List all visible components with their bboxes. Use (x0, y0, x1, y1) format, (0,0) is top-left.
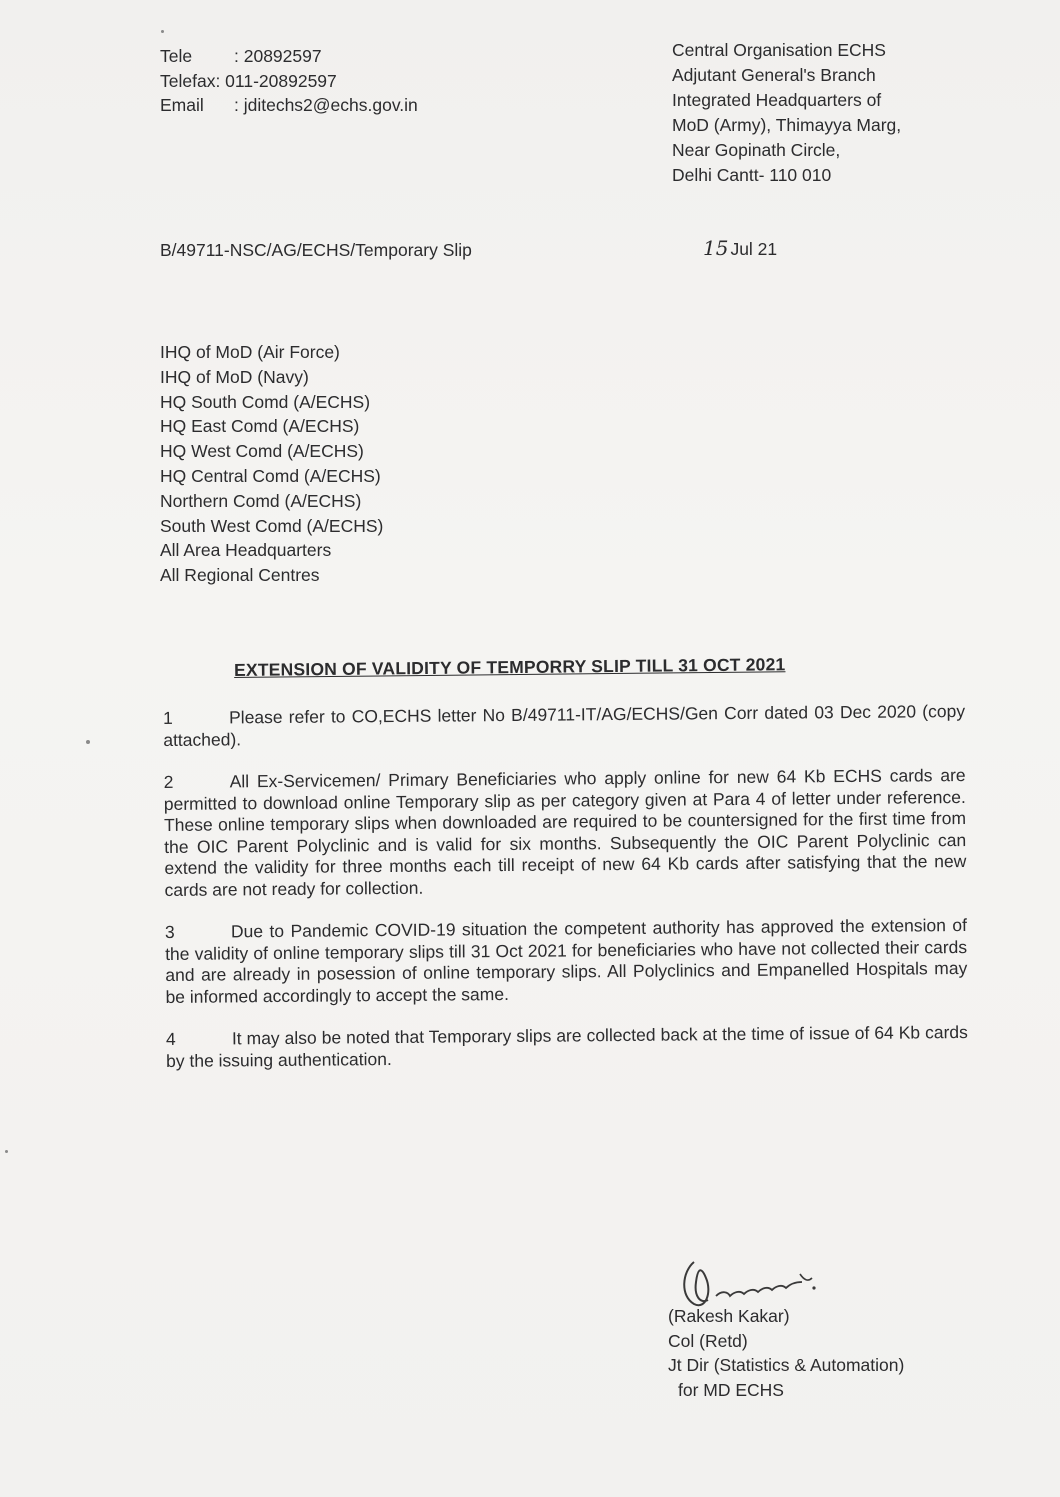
recipient-item: HQ Central Comd (A/ECHS) (160, 465, 381, 486)
paragraph-number: 2 (163, 771, 174, 792)
date-day-handwritten: 15 (703, 236, 729, 260)
address-line: Integrated Headquarters of (672, 90, 882, 110)
signatory-designation: Jt Dir (Statistics & Automation) (668, 1355, 905, 1375)
paragraph-1 (163, 701, 965, 751)
paragraph-2 (164, 765, 967, 901)
paragraph-number: 1 (163, 707, 173, 728)
sender-address (672, 38, 901, 188)
address-line: Central Organisation ECHS (672, 40, 886, 60)
subject-heading: EXTENSION OF VALIDITY OF TEMPORRY SLIP TILL 31 OCT 2021 (234, 654, 786, 680)
date-month-year: Jul 21 (730, 239, 778, 259)
paragraph-4 (166, 1022, 968, 1072)
contact-label: Telefax (160, 70, 216, 91)
paragraph-text: All Ex-Servicemen/ Primary Beneficiaries who apply online for new 64 Kb ECHS cards are permitted to download online Temporary slip as per category given at Para 4 of letter under reference. These online temporary slips when downloaded are required to be countersigned for the first time from the OIC Parent Polyclinic and is valid for six months. Subsequently the OIC Parent Polyclinic can extend the validity for three months each till receipt of new 64 Kb cards after satisfying that the new cards are not ready for collection. (163, 764, 967, 900)
scan-speck (86, 740, 90, 744)
address-line: Delhi Cantt- 110 010 (672, 165, 832, 185)
recipient-item: IHQ of MoD (Navy) (160, 366, 309, 387)
recipient-item: HQ East Comd (A/ECHS) (160, 416, 360, 437)
address-line: Adjutant General's Branch (672, 65, 876, 85)
paragraph-number: 4 (165, 1028, 176, 1049)
contact-value: : 011-20892597 (215, 70, 337, 91)
paragraph-3 (165, 915, 968, 1008)
address-line: MoD (Army), Thimayya Marg, (672, 115, 902, 135)
address-line: Near Gopinath Circle, (672, 140, 841, 160)
letter-body (163, 701, 968, 1093)
signatory-on-behalf: for MD ECHS (678, 1379, 784, 1400)
scan-speck (161, 30, 164, 33)
recipient-item: IHQ of MoD (Air Force) (160, 342, 340, 362)
scan-speck (5, 1150, 8, 1153)
paragraph-text: Please refer to CO,ECHS letter No B/49711-IT/AG/ECHS/Gen Corr dated 03 Dec 2020 (copy attached). (163, 701, 966, 750)
recipients-list (160, 340, 383, 588)
signatory-rank: Col (Retd) (668, 1330, 748, 1351)
letter-date (703, 236, 777, 260)
contact-telefax (160, 69, 418, 94)
recipient-item: South West Comd (A/ECHS) (160, 515, 384, 536)
recipient-item: HQ South Comd (A/ECHS) (160, 391, 371, 412)
paragraph-text: Due to Pandemic COVID-19 situation the competent authority has approved the extension of the validity of online temporary slips till 31 Oct 2021 for beneficiaries who have not collected their cards and are already in posession of online temporary slips. All Polyclinics and Empanelled Hospitals may be informed accordingly to accept the same. (165, 914, 968, 1007)
contact-label: Email (160, 95, 204, 115)
recipient-item: All Regional Centres (160, 565, 320, 586)
contact-details (160, 44, 418, 118)
paragraph-text: It may also be noted that Temporary slips are collected back at the time of issue of 64 Kb cards by the issuing authentication. (165, 1021, 968, 1071)
contact-email (160, 93, 418, 118)
contact-value: : 20892597 (234, 46, 322, 66)
paragraph-number: 3 (164, 921, 175, 942)
signatory-details (668, 1304, 904, 1402)
contact-tele (160, 44, 418, 69)
recipient-item: HQ West Comd (A/ECHS) (160, 441, 364, 462)
recipient-item: All Area Headquarters (160, 540, 332, 561)
contact-value: : jditechs2@echs.gov.in (234, 95, 418, 115)
reference-number: B/49711-NSC/AG/ECHS/Temporary Slip (160, 240, 472, 260)
signatory-name: (Rakesh Kakar) (668, 1306, 790, 1326)
contact-label: Tele (160, 46, 193, 66)
recipient-item: Northern Comd (A/ECHS) (160, 490, 362, 511)
